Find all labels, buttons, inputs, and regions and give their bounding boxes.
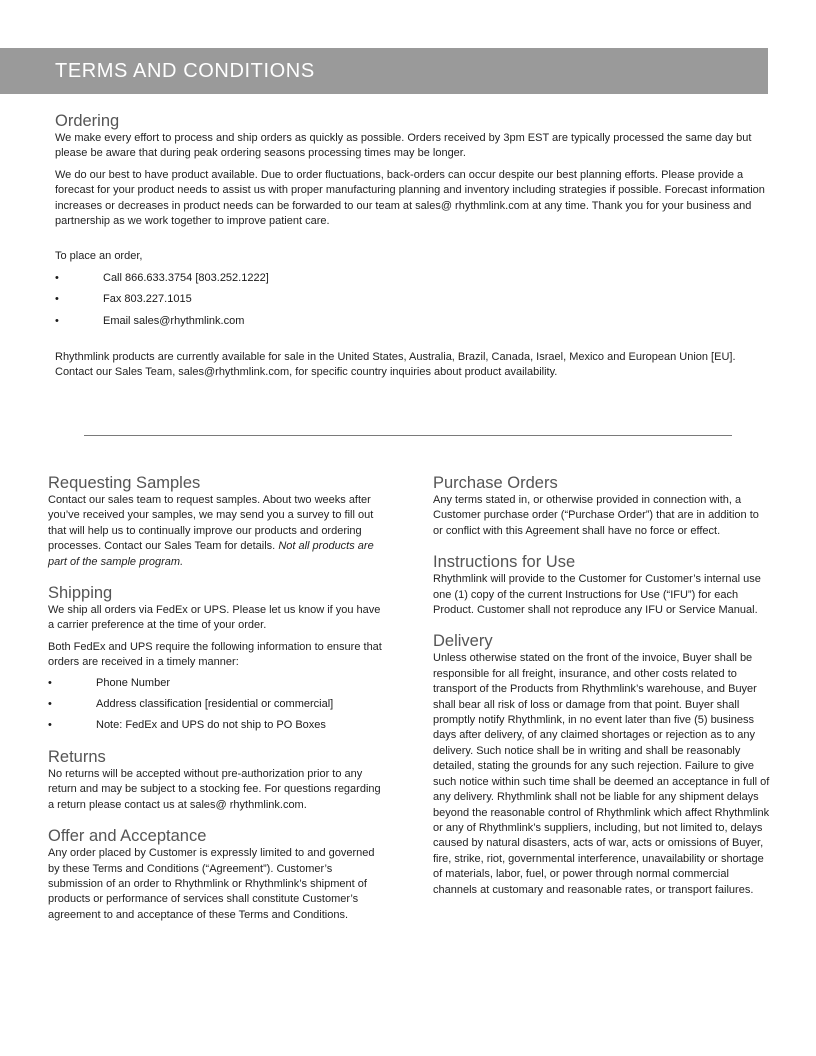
purchase-orders-section <box>433 474 771 539</box>
requesting-samples-text <box>48 493 388 570</box>
order-contact-list <box>55 271 767 329</box>
instructions-heading: Instructions for Use <box>433 553 576 572</box>
requesting-samples-note: Not all products are part of the sample program. <box>48 540 374 568</box>
delivery-section <box>433 632 771 898</box>
order-phone: Call 866.633.3754 [803.252.1222] <box>103 271 269 284</box>
bullet-icon: • <box>48 676 52 689</box>
shipping-paragraph-1: We ship all orders via FedEx or UPS. Please let us know if you have a carrier preference at the time of your order. <box>48 604 381 632</box>
availability-paragraph: Rhythmlink products are currently available for sale in the United States, Australia, Brazil, Canada, Israel, Mexico and European Union [EU]. Contact our Sales Team, sales@rhythmlink.com, for specific country inquiries about product availability. <box>55 351 736 379</box>
ordering-section <box>55 112 767 381</box>
returns-text: No returns will be accepted without pre-authorization prior to any return and may be subject to a stocking fee. For questions regarding a return please contact us at sales@ rhythmlink.com. <box>48 767 381 811</box>
section-divider <box>84 435 732 436</box>
shipping-section <box>48 584 388 734</box>
delivery-text: Unless otherwise stated on the front of the invoice, Buyer shall be responsible for all freight, insurance, and other costs related to transport of the Products from Rhythmlink’s warehouse, and Buyer shall bear all risk of loss or damage from that point. Buyer shall promptly notify Rhythmlink, in no event later than five (5) business days after delivery, of any claimed shortages or rejection as to any delivery. Such notice shall be in writing and shall be reasonably detailed, stating the grounds for any such rejection. Failure to give such notice within such time shall be deemed an acceptance in full of any delivery. Rhythmlink shall not be liable for any shipment delays beyond the reasonable control of Rhythmlink which affect Rhythmlink or any of Rhythmlink’s suppliers, including, but not limited to, delays caused by natural disasters, acts of war, acts or omissions of Buyer, fire, strike, riot, governmental interference, unavailability or shortage of materials, labor, fuel, or power through normal commercial channels at customary and reasonable rates, or transport failures. <box>433 652 770 896</box>
requesting-samples-heading: Requesting Samples <box>48 474 201 492</box>
bullet-icon: • <box>55 271 59 284</box>
bullet-icon: • <box>48 698 52 711</box>
shipping-requirements-list <box>48 676 388 734</box>
ordering-paragraph-2: We do our best to have product available. Due to order fluctuations, back-orders can occur despite our best planning efforts. Please provide a forecast for your product needs to assist us with proper manufacturing planning and inventory including strategies if possible. Forecast information increases or decreases in product needs can be forwarded to our team at sales@ rhythmlink.com at any time. Thank you for your business and partnership as we work together to improve patient care. <box>55 168 765 228</box>
returns-heading: Returns <box>48 747 106 766</box>
ordering-heading: Ordering <box>55 112 120 130</box>
instructions-text: Rhythmlink will provide to the Customer for Customer’s internal use one (1) copy of the current Instructions for Use (“IFU”) for each Product. Customer shall not reproduce any IFU or Service Manual. <box>433 573 761 617</box>
list-item <box>55 292 767 307</box>
order-fax: Fax 803.227.1015 <box>103 293 192 306</box>
right-column <box>433 474 771 912</box>
shipping-requirement: Note: FedEx and UPS do not ship to PO Boxes <box>96 719 326 732</box>
order-email: Email sales@rhythmlink.com <box>103 314 245 327</box>
offer-acceptance-section <box>48 827 388 923</box>
bullet-icon: • <box>55 314 59 327</box>
instructions-section <box>433 553 771 618</box>
list-item <box>55 314 767 329</box>
order-intro: To place an order, <box>55 250 143 263</box>
returns-section <box>48 748 388 813</box>
shipping-paragraph-2: Both FedEx and UPS require the following information to ensure that orders are received in a timely manner: <box>48 640 382 669</box>
list-item <box>55 271 767 286</box>
offer-acceptance-text: Any order placed by Customer is expressly limited to and governed by these Terms and Conditions (“Agreement”). Customer’s submission of an order to Rhythmlink or Rhythmlink’s shipment of products or performance of services shall constitute Customer’s agreement to and acceptance of these Terms and Conditions. <box>48 847 375 921</box>
shipping-requirement: Phone Number <box>96 676 170 689</box>
list-item <box>48 718 388 733</box>
offer-acceptance-heading: Offer and Acceptance <box>48 827 207 846</box>
requesting-samples-section <box>48 474 388 570</box>
bullet-icon: • <box>48 719 52 732</box>
bullet-icon: • <box>55 293 59 306</box>
list-item <box>48 697 388 712</box>
ordering-paragraph-1: We make every effort to process and ship orders as quickly as possible. Orders received by 3pm EST are typically processed the same day but please be aware that during peak ordering seasons processing times may be longer. <box>55 132 752 160</box>
shipping-requirement: Address classification [residential or commercial] <box>96 698 334 711</box>
left-column <box>48 474 388 937</box>
purchase-orders-text: Any terms stated in, or otherwise provided in connection with, a Customer purchase order (“Purchase Order”) that are in addition to or conflict with this Agreement shall have no force or effect. <box>433 494 759 537</box>
shipping-heading: Shipping <box>48 584 113 603</box>
page-title: TERMS AND CONDITIONS <box>55 60 315 82</box>
delivery-heading: Delivery <box>433 632 493 651</box>
purchase-orders-heading: Purchase Orders <box>433 474 558 492</box>
list-item <box>48 676 388 691</box>
requesting-samples-body: Contact our sales team to request samples. About two weeks after you’ve received your samples, we may send you a survey to fill out that will help us to continually improve our products and ordering processes. Contact our Sales Team for details. <box>48 494 374 553</box>
